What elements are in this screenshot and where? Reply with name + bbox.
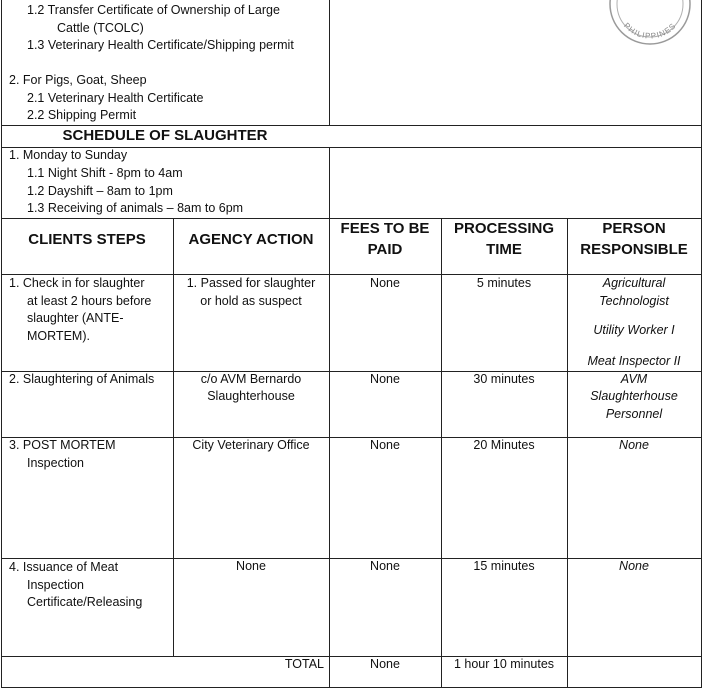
req-line-1-2a: 1.2 Transfer Certificate of Ownership of Large <box>27 3 280 17</box>
row2-time: 30 minutes <box>473 372 535 386</box>
req-line-2-1: 2.1 Veterinary Health Certificate <box>27 91 204 105</box>
row2-person-line3: Personnel <box>605 407 663 421</box>
row2-action-line2: Slaughterhouse <box>207 389 295 403</box>
req-line-1-3: 1.3 Veterinary Health Certificate/Shipping permit <box>27 38 294 52</box>
row2-person-line1: AVM <box>620 372 648 386</box>
row1-person-line2: Technologist <box>599 294 669 308</box>
req-line-2-2: 2.2 Shipping Permit <box>27 108 137 122</box>
header-processing-line2: TIME <box>486 241 522 258</box>
header-person-line2: RESPONSIBLE <box>580 241 688 258</box>
row2-action-line1: c/o AVM Bernardo <box>200 372 302 386</box>
row2-fees: None <box>370 372 400 386</box>
svg-text:PHILIPPINES <box>622 21 678 41</box>
seal-text: PHILIPPINES <box>621 21 679 41</box>
header-clients-steps: CLIENTS STEPS <box>28 231 146 248</box>
row2-step-line1: 2. Slaughtering of Animals <box>9 372 155 386</box>
row1-step-line1: 1. Check in for slaughter <box>9 276 145 290</box>
schedule-line-1: 1. Monday to Sunday <box>9 148 128 162</box>
row4-time: 15 minutes <box>473 559 535 573</box>
row4-person-line1: None <box>619 559 649 573</box>
row3-action-line1: City Veterinary Office <box>192 438 310 452</box>
schedule-title: SCHEDULE OF SLAUGHTER <box>62 127 268 144</box>
row4-fees: None <box>370 559 400 573</box>
req-line-1-2b: Cattle (TCOLC) <box>57 21 144 35</box>
rule-table-bottom <box>1 687 702 688</box>
city-seal-logo <box>604 0 696 41</box>
header-person-line1: PERSON <box>602 220 666 237</box>
row3-step-line1: 3. POST MORTEM <box>9 438 116 452</box>
header-processing-line1: PROCESSING <box>453 220 555 237</box>
total-label: TOTAL <box>284 657 324 671</box>
row3-fees: None <box>370 438 400 452</box>
row3-person-line1: None <box>619 438 649 452</box>
row3-step-line2: Inspection <box>27 456 84 470</box>
row1-person-line4: Meat Inspector II <box>587 354 681 368</box>
header-fees-line1: FEES TO BE <box>340 220 430 237</box>
schedule-line-1-1: 1.1 Night Shift - 8pm to 4am <box>27 166 183 180</box>
row1-action-line2: or hold as suspect <box>200 294 302 308</box>
header-fees-line2: PAID <box>367 241 403 258</box>
row4-step-line1: 4. Issuance of Meat <box>9 560 119 574</box>
total-fees: None <box>370 657 400 671</box>
rule-left <box>1 0 2 688</box>
row1-fees: None <box>370 276 400 290</box>
row2-person-line2: Slaughterhouse <box>590 389 678 403</box>
row3-time: 20 Minutes <box>473 438 535 452</box>
req-line-2: 2. For Pigs, Goat, Sheep <box>9 73 147 87</box>
total-time: 1 hour 10 minutes <box>453 657 555 671</box>
row1-time: 5 minutes <box>476 276 532 290</box>
row1-person-line3: Utility Worker I <box>593 323 675 337</box>
schedule-line-1-3: 1.3 Receiving of animals – 8am to 6pm <box>27 201 244 215</box>
rule-schedule-split <box>329 147 330 219</box>
row4-action-line1: None <box>236 559 266 573</box>
row4-step-line3: Certificate/Releasing <box>27 595 143 609</box>
row1-step-line3: slaughter (ANTE- <box>27 311 124 325</box>
row4-step-line2: Inspection <box>27 578 84 592</box>
row1-step-line4: MORTEM). <box>27 329 90 343</box>
row1-step-line2: at least 2 hours before <box>27 294 152 308</box>
row1-action-line1: 1. Passed for slaughter <box>186 276 316 290</box>
header-agency-action: AGENCY ACTION <box>188 231 314 248</box>
rule-right <box>701 0 702 688</box>
schedule-line-1-2: 1.2 Dayshift – 8am to 1pm <box>27 184 173 198</box>
row1-person-line1: Agricultural <box>602 276 666 290</box>
rule-top-split <box>329 0 330 126</box>
